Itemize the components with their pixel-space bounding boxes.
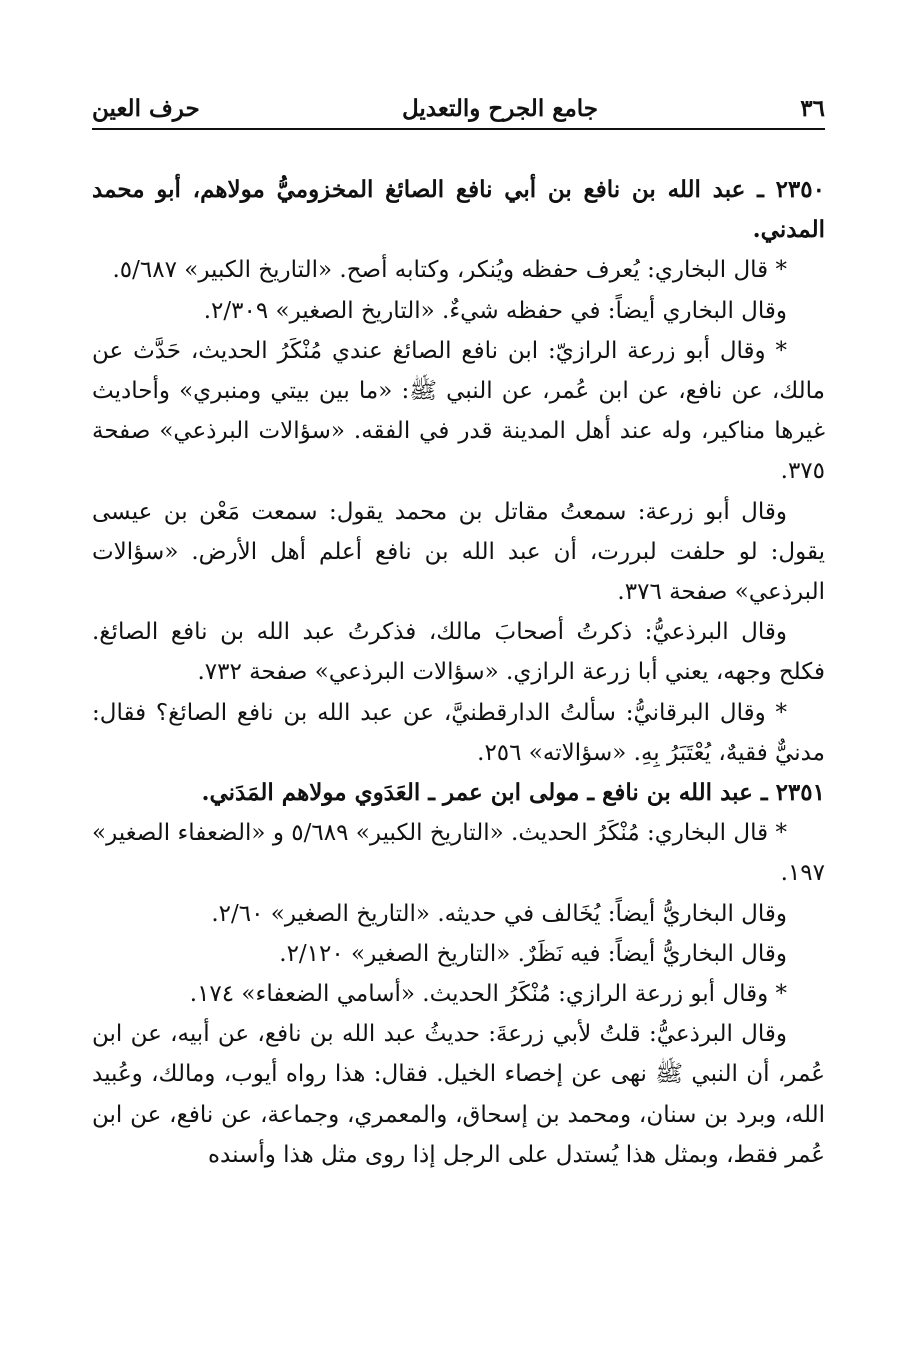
paragraph: وقال البخاريُّ أيضاً: فيه نَظَرٌ. «التاريخ الصغير» ٢/١٢٠. <box>279 940 787 967</box>
paragraph: وقال البخاريُّ أيضاً: يُخَالف في حديثه. «التاريخ الصغير» ٢/٦٠. <box>211 900 787 927</box>
paragraph: وقال البرذعيُّ: ذكرتُ أصحابَ مالك، فذكرتُ عبد الله بن نافع الصائغ. فكلح وجهه، يعني أبا زرعة الرازي. «سؤالات البرذعي» صفحة ٧٣٢. <box>92 619 825 686</box>
paragraph: وقال أبو زرعة: سمعتُ مقاتل بن محمد يقول: سمعت مَعْن بن عيسى يقول: لو حلفت لبررت، أن عبد الله بن نافع أعلم أهل الأرض. «سؤالات البرذعي» صفحة ٣٧٦. <box>92 498 825 606</box>
paragraph: * وقال البرقانيُّ: سألتُ الدارقطنيَّ، عن عبد الله بن نافع الصائغ؟ فقال: مدنيٌّ فقيهٌ، يُعْتَبَرُ بِهِ. «سؤالاته» ٢٥٦. <box>92 699 825 766</box>
page-header <box>92 86 825 122</box>
chapter-title: حرف العين <box>92 95 200 122</box>
page-number: ٣٦ <box>800 95 825 122</box>
book-title: جامع الجرح والتعديل <box>401 95 599 122</box>
paragraph: * قال البخاري: مُنْكَرُ الحديث. «التاريخ الكبير» ٥/٦٨٩ و «الضعفاء الصغير» ١٩٧. <box>92 820 825 887</box>
paragraph: * وقال أبو زرعة الرازيّ: ابن نافع الصائغ عندي مُنْكَرُ الحديث، حَدَّث عن مالك، عن نافع، عن ابن عُمر، عن النبي ﷺ: «ما بين بيتي ومنبري» وأحاديث غيرها مناكير، وله عند أهل المدينة قدر في الفقه. «سؤالات البرذعي» صفحة ٣٧٥. <box>92 337 825 485</box>
paragraph: * قال البخاري: يُعرف حفظه ويُنكر، وكتابه أصح. «التاريخ الكبير» ٥/٦٨٧. <box>112 257 787 284</box>
paragraph: وقال البخاري أيضاً: في حفظه شيءٌ. «التاريخ الصغير» ٢/٣٠٩. <box>203 297 787 324</box>
entry-heading-2350: ٢٣٥٠ ـ عبد الله بن نافع بن أبي نافع الصائغ المخزوميُّ مولاهم، أبو محمد المدني. <box>92 176 825 244</box>
page-body <box>92 170 825 1175</box>
paragraph: وقال البرذعيُّ: قلتُ لأبي زرعةَ: حديثُ عبد الله بن نافع، عن أبيه، عن ابن عُمر، أن النبي ﷺ نهى عن إخصاء الخيل. فقال: هذا رواه أيوب، ومالك، وعُبيد الله، وبرد بن سنان، ومحمد بن إسحاق، والمعمري، وجماعة، عن نافع، عن ابن عُمر فقط، وبمثل هذا يُستدل على الرجل إذا روى مثل هذا وأسنده <box>92 1021 825 1168</box>
paragraph: * وقال أبو زرعة الرازي: مُنْكَرُ الحديث. «أسامي الضعفاء» ١٧٤. <box>189 981 787 1008</box>
entry-heading-2351: ٢٣٥١ ـ عبد الله بن نافع ـ مولى ابن عمر ـ العَدَوي مولاهم المَدَني. <box>201 779 825 807</box>
header-rule <box>92 128 825 130</box>
